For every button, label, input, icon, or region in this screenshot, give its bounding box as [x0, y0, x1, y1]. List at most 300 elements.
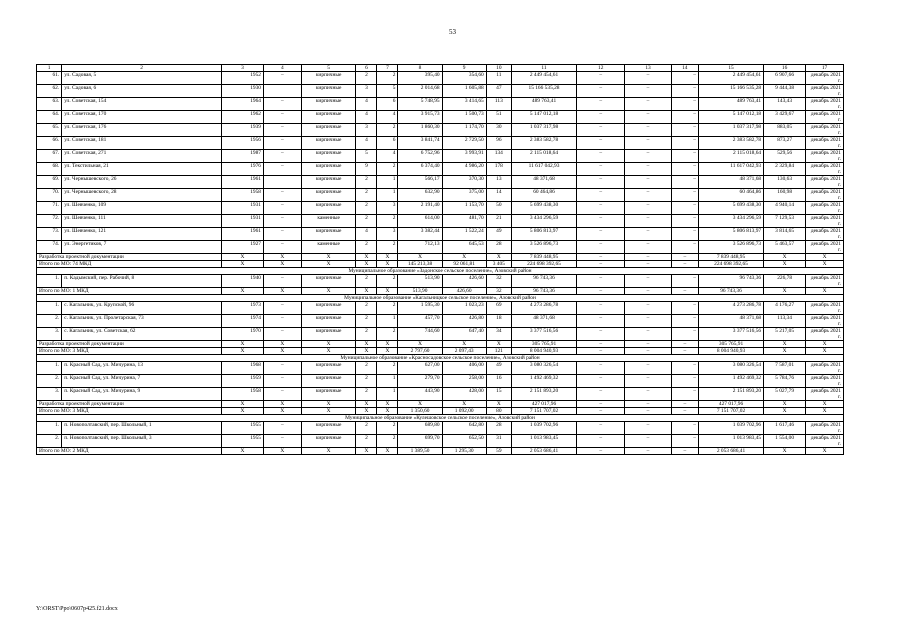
- table-cell: –: [625, 241, 671, 254]
- table-cell: –: [625, 85, 671, 98]
- table-cell: –: [671, 124, 698, 137]
- table-cell: 3 429,67: [764, 111, 806, 124]
- table-cell: 1: [377, 315, 398, 328]
- table-cell: –: [625, 176, 671, 189]
- table-cell: 258,00: [442, 375, 486, 388]
- table-cell: –: [577, 448, 625, 455]
- table-cell: 15: [486, 388, 511, 401]
- column-number-cell: 14: [671, 65, 698, 72]
- table-cell: –: [625, 137, 671, 150]
- table-cell: декабрь 2021 г.: [806, 111, 844, 124]
- table-cell: кирпичные: [301, 435, 356, 448]
- table-cell: 96 743,36: [698, 288, 763, 295]
- table-cell: –: [263, 189, 301, 202]
- table-cell: X: [356, 408, 377, 415]
- table-cell: 883,05: [764, 124, 806, 137]
- table-cell: 375,00: [442, 189, 486, 202]
- table-cell: –: [671, 408, 698, 415]
- table-cell: 1958: [221, 189, 263, 202]
- table-cell: 68.: [37, 163, 62, 176]
- table-cell: кирпичные: [301, 315, 356, 328]
- table-cell: 67.: [37, 150, 62, 163]
- table-cell: 426,60: [442, 275, 486, 288]
- table-cell: –: [263, 362, 301, 375]
- table-cell: –: [577, 275, 625, 288]
- table-cell: 1976: [221, 163, 263, 176]
- table-cell: 5: [356, 150, 377, 163]
- table-cell: 1 153,70: [442, 202, 486, 215]
- table-cell: X: [764, 401, 806, 408]
- table-cell: –: [625, 328, 671, 341]
- table-cell: 2: [356, 72, 377, 85]
- table-cell: 4: [356, 111, 377, 124]
- table-cell: 2 151 893,20: [511, 388, 576, 401]
- table-row: [37, 215, 844, 228]
- table-cell: 3: [377, 202, 398, 215]
- table-cell: 2 383 582,78: [511, 137, 576, 150]
- table-cell: ул. Чернышевского, 28: [62, 189, 222, 202]
- summary-row: [37, 401, 844, 408]
- table-cell: ул. Чернышевского, 26: [62, 176, 222, 189]
- table-cell: –: [577, 111, 625, 124]
- table-cell: 16: [486, 375, 511, 388]
- table-cell: –: [577, 375, 625, 388]
- table-cell: ул. Советская, 176: [62, 124, 222, 137]
- table-row: [37, 315, 844, 328]
- table-cell: 3 526 896,73: [511, 241, 576, 254]
- table-cell: –: [263, 72, 301, 85]
- table-cell: 70.: [37, 189, 62, 202]
- table-row: [37, 150, 844, 163]
- table-cell: кирпичные: [301, 72, 356, 85]
- table-cell: 5 463,57: [764, 241, 806, 254]
- table-cell: 63.: [37, 98, 62, 111]
- summary-row: [37, 261, 844, 268]
- column-number-row: [37, 65, 844, 72]
- table-cell: декабрь 2021 г.: [806, 388, 844, 401]
- table-cell: 11 617 042,93: [511, 163, 576, 176]
- table-cell: 48 371,68: [511, 176, 576, 189]
- table-cell: –: [577, 163, 625, 176]
- table-cell: 9: [356, 163, 377, 176]
- table-cell: X: [442, 341, 486, 348]
- table-cell: 1 037 317,98: [698, 124, 763, 137]
- table-cell: 48 371,68: [698, 315, 763, 328]
- table-cell: 1 617,46: [764, 422, 806, 435]
- table-cell: кирпичные: [301, 328, 356, 341]
- table-cell: X: [377, 408, 398, 415]
- column-number-cell: 2: [62, 65, 222, 72]
- table-cell: –: [671, 72, 698, 85]
- table-cell: 2 729,50: [442, 137, 486, 150]
- table-cell: 2.: [37, 315, 62, 328]
- column-number-cell: 11: [511, 65, 576, 72]
- table-cell: –: [577, 261, 625, 268]
- table-cell: 15 166 535,28: [511, 85, 576, 98]
- table-cell: X: [301, 448, 356, 455]
- table-cell: 1961: [221, 176, 263, 189]
- table-cell: с. Кагальник, ул. Советская, 62: [62, 328, 222, 341]
- table-cell: 1 013 983,45: [698, 435, 763, 448]
- table-cell: 2 449 454,61: [511, 72, 576, 85]
- table-cell: –: [625, 341, 671, 348]
- table-cell: 2: [356, 435, 377, 448]
- municipality-group-row: [37, 355, 844, 362]
- table-cell: п. Красный Сад, ул. Мичурина, 13: [62, 362, 222, 375]
- table-cell: –: [577, 315, 625, 328]
- table-cell: 513,90: [398, 288, 442, 295]
- table-cell: –: [577, 362, 625, 375]
- table-row: [37, 85, 844, 98]
- table-cell: 121: [486, 348, 511, 355]
- table-cell: 513,90: [398, 275, 442, 288]
- table-cell: ул. Советская, 154: [62, 98, 222, 111]
- table-cell: 744,60: [398, 328, 442, 341]
- table-cell: 1.: [37, 275, 62, 288]
- table-cell: 1955: [221, 435, 263, 448]
- table-cell: 7 151 707,02: [698, 408, 763, 415]
- table-cell: X: [221, 254, 263, 261]
- table-cell: 1 595,30: [398, 302, 442, 315]
- table-cell: п. Красный Сад, ул. Мичурина, 9: [62, 388, 222, 401]
- table-cell: 873,27: [764, 137, 806, 150]
- table-cell: Разработка проектной документации: [37, 254, 222, 261]
- table-cell: кирпичные: [301, 362, 356, 375]
- table-cell: X: [301, 408, 356, 415]
- summary-row: [37, 288, 844, 295]
- table-cell: 1930: [221, 85, 263, 98]
- table-cell: 4 940,14: [764, 202, 806, 215]
- table-cell: п. Новополтавский, пер. Школьный, 3: [62, 435, 222, 448]
- table-cell: 689,80: [398, 422, 442, 435]
- table-cell: 2.: [37, 375, 62, 388]
- summary-row: [37, 341, 844, 348]
- table-cell: X: [377, 288, 398, 295]
- table-cell: –: [671, 435, 698, 448]
- table-cell: 96 743,36: [511, 275, 576, 288]
- table-cell: X: [398, 341, 442, 348]
- table-cell: 1956: [221, 137, 263, 150]
- table-cell: 1 174,70: [442, 124, 486, 137]
- table-cell: –: [577, 254, 625, 261]
- table-cell: кирпичные: [301, 85, 356, 98]
- table-cell: 1931: [221, 202, 263, 215]
- table-cell: –: [625, 72, 671, 85]
- table-cell: 5 027,79: [764, 388, 806, 401]
- table-row: [37, 176, 844, 189]
- table-cell: декабрь 2021 г.: [806, 85, 844, 98]
- table-cell: 279,70: [398, 375, 442, 388]
- table-cell: декабрь 2021 г.: [806, 176, 844, 189]
- table-cell: 2: [356, 189, 377, 202]
- housing-repair-table: [36, 64, 844, 455]
- table-cell: ул. Текстильная, 21: [62, 163, 222, 176]
- table-cell: 130,63: [764, 176, 806, 189]
- table-cell: 2 115 018,64: [511, 150, 576, 163]
- table-cell: 60 464,86: [698, 189, 763, 202]
- table-cell: 2 449 454,61: [698, 72, 763, 85]
- table-cell: –: [671, 302, 698, 315]
- table-cell: 1940: [221, 275, 263, 288]
- table-cell: декабрь 2021 г.: [806, 241, 844, 254]
- column-number-cell: 6: [356, 65, 377, 72]
- table-cell: 3 526 896,73: [698, 241, 763, 254]
- table-cell: X: [377, 401, 398, 408]
- table-cell: декабрь 2021 г.: [806, 375, 844, 388]
- table-cell: –: [577, 176, 625, 189]
- table-cell: 224 698 392,65: [511, 261, 576, 268]
- table-cell: 32: [486, 288, 511, 295]
- table-cell: 1927: [221, 241, 263, 254]
- table-cell: 4: [356, 228, 377, 241]
- table-cell: 489 763,41: [511, 98, 576, 111]
- table-cell: –: [577, 189, 625, 202]
- column-number-cell: 13: [625, 65, 671, 72]
- table-cell: X: [221, 401, 263, 408]
- table-cell: X: [806, 254, 844, 261]
- table-cell: –: [671, 328, 698, 341]
- table-cell: 1958: [221, 388, 263, 401]
- table-cell: X: [356, 254, 377, 261]
- table-cell: 48 371,68: [511, 315, 576, 328]
- table-cell: 66.: [37, 137, 62, 150]
- municipality-group-row: [37, 415, 844, 422]
- table-cell: X: [356, 261, 377, 268]
- table-cell: 2 097,43: [442, 348, 486, 355]
- table-cell: X: [764, 348, 806, 355]
- table-cell: –: [671, 288, 698, 295]
- table-cell: 2: [356, 202, 377, 215]
- table-cell: –: [625, 302, 671, 315]
- table-cell: 1: [377, 375, 398, 388]
- table-cell: 47: [486, 85, 511, 98]
- table-cell: –: [671, 375, 698, 388]
- table-cell: кирпичные: [301, 388, 356, 401]
- table-cell: X: [764, 341, 806, 348]
- table-cell: –: [671, 189, 698, 202]
- table-cell: –: [577, 202, 625, 215]
- table-cell: –: [625, 388, 671, 401]
- table-cell: 1 492 469,32: [511, 375, 576, 388]
- table-cell: 96 743,36: [698, 275, 763, 288]
- table-cell: кирпичные: [301, 124, 356, 137]
- table-cell: –: [577, 85, 625, 98]
- table-cell: –: [671, 215, 698, 228]
- table-cell: –: [625, 189, 671, 202]
- table-cell: 134: [486, 150, 511, 163]
- table-cell: –: [577, 137, 625, 150]
- table-cell: 48 371,68: [698, 176, 763, 189]
- table-cell: –: [625, 315, 671, 328]
- table-cell: 3.: [37, 328, 62, 341]
- table-cell: X: [301, 401, 356, 408]
- page-number: 53: [449, 28, 456, 36]
- table-cell: 74.: [37, 241, 62, 254]
- table-cell: –: [625, 98, 671, 111]
- column-number-cell: 16: [764, 65, 806, 72]
- table-cell: 6 752,96: [398, 150, 442, 163]
- municipality-title: Муниципальное образование «Кагальницкое сельское поселение», Азовский район: [37, 295, 844, 302]
- table-cell: 2: [356, 422, 377, 435]
- table-cell: декабрь 2021 г.: [806, 315, 844, 328]
- column-number-cell: 15: [698, 65, 763, 72]
- table-cell: X: [806, 261, 844, 268]
- table-cell: 73.: [37, 228, 62, 241]
- table-cell: 2 053 686,41: [511, 448, 576, 455]
- table-cell: –: [263, 315, 301, 328]
- table-cell: Итого по МО: 1 МКД: [37, 288, 222, 295]
- table-cell: Итого по МО: 2 МКД: [37, 448, 222, 455]
- table-cell: –: [263, 150, 301, 163]
- table-cell: 34: [486, 328, 511, 341]
- table-cell: кирпичные: [301, 422, 356, 435]
- table-cell: X: [764, 408, 806, 415]
- table-cell: X: [221, 348, 263, 355]
- file-path-footer: Y:\ORST\Ppo\0607p425.f21.docx: [36, 606, 118, 612]
- table-cell: 6 907,66: [764, 72, 806, 85]
- table-cell: –: [671, 448, 698, 455]
- table-cell: с. Кагальник, ул. Пролетарская, 73: [62, 315, 222, 328]
- table-cell: 7 839 448,95: [698, 254, 763, 261]
- table-cell: 160,98: [764, 189, 806, 202]
- municipality-title: Муниципальное образование «Задонское сельское поселение», Азовский район: [37, 268, 844, 275]
- table-row: [37, 163, 844, 176]
- table-cell: 1 039 702,96: [698, 422, 763, 435]
- municipality-title: Муниципальное образование «Красносадовское сельское поселение», Азовский район: [37, 355, 844, 362]
- table-cell: ул. Советская, 181: [62, 137, 222, 150]
- table-cell: –: [671, 163, 698, 176]
- table-cell: 1964: [221, 98, 263, 111]
- table-cell: 96: [486, 137, 511, 150]
- table-cell: 11: [486, 72, 511, 85]
- table-cell: 2: [377, 302, 398, 315]
- table-cell: 1973: [221, 302, 263, 315]
- table-cell: X: [356, 448, 377, 455]
- table-cell: 3 993,91: [442, 150, 486, 163]
- table-cell: 60 464,86: [511, 189, 576, 202]
- table-cell: 178: [486, 163, 511, 176]
- table-cell: 3 434 296,59: [698, 215, 763, 228]
- table-cell: X: [301, 288, 356, 295]
- table-cell: 1 037 317,98: [511, 124, 576, 137]
- table-cell: 7 151 707,02: [511, 408, 576, 415]
- table-cell: X: [301, 261, 356, 268]
- table-cell: 1955: [221, 422, 263, 435]
- table-cell: декабрь 2021 г.: [806, 124, 844, 137]
- municipality-title: Муниципальное образование «Кулешовское сельское поселение», Азовский район: [37, 415, 844, 422]
- table-cell: 2: [356, 315, 377, 328]
- column-number-cell: 3: [221, 65, 263, 72]
- table-cell: 21: [486, 215, 511, 228]
- table-cell: 642,80: [442, 422, 486, 435]
- table-cell: 2: [377, 275, 398, 288]
- table-row: [37, 228, 844, 241]
- table-cell: –: [577, 435, 625, 448]
- table-cell: –: [263, 202, 301, 215]
- table-cell: 2 151 893,20: [698, 388, 763, 401]
- table-cell: 2 191,40: [398, 202, 442, 215]
- table-cell: декабрь 2021 г.: [806, 202, 844, 215]
- table-cell: 1 092,00: [442, 408, 486, 415]
- table-cell: –: [625, 375, 671, 388]
- table-cell: –: [671, 254, 698, 261]
- table-cell: ул. Садовая, 6: [62, 85, 222, 98]
- table-row: [37, 137, 844, 150]
- table-cell: 427 017,96: [511, 401, 576, 408]
- table-cell: X: [377, 254, 398, 261]
- table-cell: ул. Советская, 271: [62, 150, 222, 163]
- table-cell: 3 434 296,59: [511, 215, 576, 228]
- table-cell: 1.: [37, 362, 62, 375]
- table-cell: декабрь 2021 г.: [806, 137, 844, 150]
- table-cell: 5 217,05: [764, 328, 806, 341]
- table-cell: –: [671, 202, 698, 215]
- table-cell: –: [625, 288, 671, 295]
- table-cell: –: [263, 435, 301, 448]
- table-cell: 5 147 012,18: [698, 111, 763, 124]
- table-cell: –: [263, 328, 301, 341]
- table-cell: –: [577, 124, 625, 137]
- table-cell: 11 617 042,93: [698, 163, 763, 176]
- table-cell: декабрь 2021 г.: [806, 328, 844, 341]
- table-cell: –: [625, 448, 671, 455]
- table-cell: 5: [377, 85, 398, 98]
- table-cell: 69.: [37, 176, 62, 189]
- table-cell: 59: [486, 448, 511, 455]
- table-cell: 457,70: [398, 315, 442, 328]
- column-number-cell: 1: [37, 65, 62, 72]
- table-cell: X: [301, 254, 356, 261]
- table-cell: 2: [356, 362, 377, 375]
- table-cell: X: [221, 408, 263, 415]
- table-cell: 1: [377, 388, 398, 401]
- table-cell: Итого по МО: 74 МКД: [37, 261, 222, 268]
- table-cell: 652,50: [442, 435, 486, 448]
- table-cell: X: [263, 288, 301, 295]
- table-cell: –: [577, 348, 625, 355]
- table-cell: Итого по МО: 3 МКД: [37, 348, 222, 355]
- table-cell: 645,53: [442, 241, 486, 254]
- table-cell: 627,00: [398, 362, 442, 375]
- table-cell: 2: [356, 388, 377, 401]
- table-cell: 2.: [37, 435, 62, 448]
- table-cell: X: [377, 348, 398, 355]
- table-cell: 5 748,95: [398, 98, 442, 111]
- table-cell: 2 329,84: [764, 163, 806, 176]
- table-cell: X: [301, 348, 356, 355]
- table-cell: 712,13: [398, 241, 442, 254]
- table-cell: –: [671, 275, 698, 288]
- table-cell: –: [263, 215, 301, 228]
- table-cell: 5 784,76: [764, 375, 806, 388]
- table-cell: 1961: [221, 228, 263, 241]
- table-cell: 15 166 535,28: [698, 85, 763, 98]
- table-cell: –: [577, 388, 625, 401]
- table-cell: –: [577, 72, 625, 85]
- table-cell: 31: [486, 435, 511, 448]
- table-cell: 647,40: [442, 328, 486, 341]
- table-cell: X: [263, 448, 301, 455]
- table-cell: декабрь 2021 г.: [806, 215, 844, 228]
- table-cell: 50: [486, 202, 511, 215]
- table-cell: 1968: [221, 362, 263, 375]
- table-cell: 92 061,81: [442, 261, 486, 268]
- table-cell: 2: [377, 422, 398, 435]
- table-cell: 28: [486, 422, 511, 435]
- table-cell: 2: [356, 241, 377, 254]
- table-cell: X: [806, 408, 844, 415]
- table-cell: X: [486, 341, 511, 348]
